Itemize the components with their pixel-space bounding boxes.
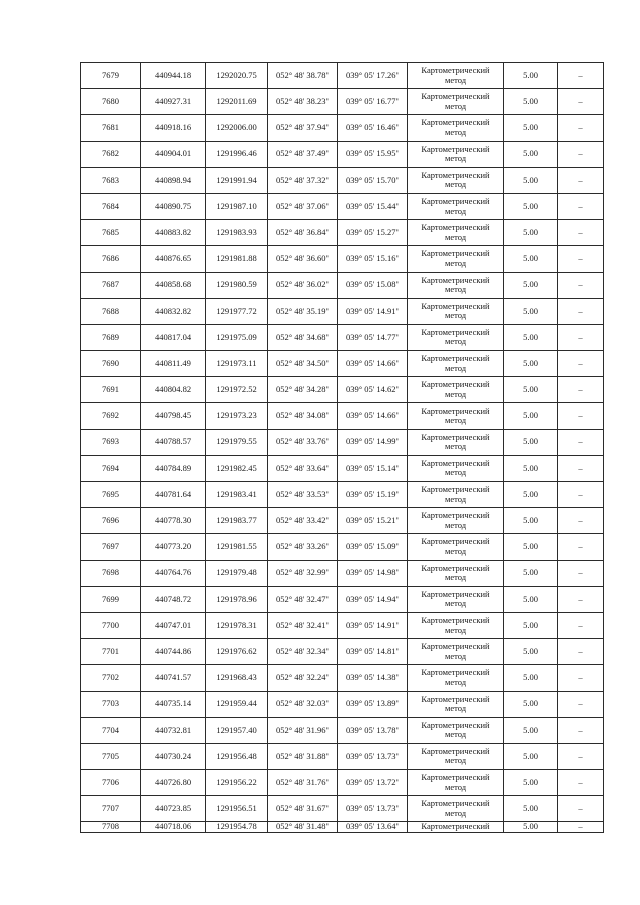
- x-coordinate-cell: 440927.31: [141, 89, 206, 115]
- method-cell: Картометрический метод: [408, 403, 504, 429]
- accuracy-cell: 5.00: [504, 717, 558, 743]
- latitude-cell: 052° 48' 35.19": [268, 298, 338, 324]
- y-coordinate-cell: 1292011.69: [206, 89, 268, 115]
- latitude-cell: 052° 48' 31.96": [268, 717, 338, 743]
- x-coordinate-cell: 440944.18: [141, 63, 206, 89]
- point-number-cell: 7701: [81, 639, 141, 665]
- table-row: [81, 351, 604, 377]
- table-row: [81, 586, 604, 612]
- method-cell: Картометрический метод: [408, 717, 504, 743]
- point-number-cell: 7682: [81, 141, 141, 167]
- note-cell: –: [558, 639, 604, 665]
- note-cell: –: [558, 246, 604, 272]
- longitude-cell: 039° 05' 16.77": [338, 89, 408, 115]
- latitude-cell: 052° 48' 32.24": [268, 665, 338, 691]
- accuracy-cell: 5.00: [504, 665, 558, 691]
- point-number-cell: 7708: [81, 822, 141, 833]
- table-row: [81, 691, 604, 717]
- point-number-cell: 7684: [81, 193, 141, 219]
- longitude-cell: 039° 05' 14.94": [338, 586, 408, 612]
- table-row: [81, 743, 604, 769]
- point-number-cell: 7690: [81, 351, 141, 377]
- y-coordinate-cell: 1292020.75: [206, 63, 268, 89]
- point-number-cell: 7693: [81, 429, 141, 455]
- x-coordinate-cell: 440744.86: [141, 639, 206, 665]
- note-cell: –: [558, 220, 604, 246]
- point-number-cell: 7683: [81, 167, 141, 193]
- table-row: [81, 455, 604, 481]
- longitude-cell: 039° 05' 13.73": [338, 743, 408, 769]
- latitude-cell: 052° 48' 31.88": [268, 743, 338, 769]
- x-coordinate-cell: 440718.06: [141, 822, 206, 833]
- accuracy-cell: 5.00: [504, 612, 558, 638]
- note-cell: –: [558, 612, 604, 638]
- point-number-cell: 7704: [81, 717, 141, 743]
- x-coordinate-cell: 440804.82: [141, 377, 206, 403]
- latitude-cell: 052° 48' 31.48": [268, 822, 338, 833]
- method-cell: Картометрический метод: [408, 482, 504, 508]
- table-row: [81, 141, 604, 167]
- table-row: [81, 377, 604, 403]
- longitude-cell: 039° 05' 17.26": [338, 63, 408, 89]
- y-coordinate-cell: 1291981.88: [206, 246, 268, 272]
- point-number-cell: 7694: [81, 455, 141, 481]
- longitude-cell: 039° 05' 15.27": [338, 220, 408, 246]
- latitude-cell: 052° 48' 33.64": [268, 455, 338, 481]
- longitude-cell: 039° 05' 15.09": [338, 534, 408, 560]
- table-row: [81, 717, 604, 743]
- x-coordinate-cell: 440898.94: [141, 167, 206, 193]
- table-row: [81, 508, 604, 534]
- longitude-cell: 039° 05' 14.91": [338, 298, 408, 324]
- note-cell: –: [558, 429, 604, 455]
- note-cell: –: [558, 298, 604, 324]
- coordinates-table-body: [81, 63, 604, 833]
- point-number-cell: 7679: [81, 63, 141, 89]
- table-row: [81, 246, 604, 272]
- latitude-cell: 052° 48' 36.02": [268, 272, 338, 298]
- table-row: [81, 403, 604, 429]
- accuracy-cell: 5.00: [504, 429, 558, 455]
- point-number-cell: 7698: [81, 560, 141, 586]
- longitude-cell: 039° 05' 14.77": [338, 324, 408, 350]
- method-cell: Картометрический метод: [408, 586, 504, 612]
- longitude-cell: 039° 05' 13.73": [338, 796, 408, 822]
- y-coordinate-cell: 1291981.55: [206, 534, 268, 560]
- longitude-cell: 039° 05' 14.38": [338, 665, 408, 691]
- point-number-cell: 7695: [81, 482, 141, 508]
- accuracy-cell: 5.00: [504, 403, 558, 429]
- accuracy-cell: 5.00: [504, 560, 558, 586]
- accuracy-cell: 5.00: [504, 534, 558, 560]
- accuracy-cell: 5.00: [504, 743, 558, 769]
- method-cell: Картометрический метод: [408, 508, 504, 534]
- y-coordinate-cell: 1291973.11: [206, 351, 268, 377]
- note-cell: –: [558, 193, 604, 219]
- note-cell: –: [558, 482, 604, 508]
- x-coordinate-cell: 440788.57: [141, 429, 206, 455]
- latitude-cell: 052° 48' 38.23": [268, 89, 338, 115]
- x-coordinate-cell: 440904.01: [141, 141, 206, 167]
- method-cell: Картометрический метод: [408, 612, 504, 638]
- y-coordinate-cell: 1291979.55: [206, 429, 268, 455]
- note-cell: –: [558, 403, 604, 429]
- note-cell: –: [558, 272, 604, 298]
- x-coordinate-cell: 440858.68: [141, 272, 206, 298]
- method-cell: Картометрический метод: [408, 429, 504, 455]
- longitude-cell: 039° 05' 15.44": [338, 193, 408, 219]
- x-coordinate-cell: 440730.24: [141, 743, 206, 769]
- y-coordinate-cell: 1291956.51: [206, 796, 268, 822]
- accuracy-cell: 5.00: [504, 167, 558, 193]
- point-number-cell: 7697: [81, 534, 141, 560]
- point-number-cell: 7707: [81, 796, 141, 822]
- latitude-cell: 052° 48' 31.67": [268, 796, 338, 822]
- longitude-cell: 039° 05' 15.19": [338, 482, 408, 508]
- method-cell: Картометрический метод: [408, 141, 504, 167]
- longitude-cell: 039° 05' 13.64": [338, 822, 408, 833]
- point-number-cell: 7680: [81, 89, 141, 115]
- table-row: [81, 429, 604, 455]
- x-coordinate-cell: 440832.82: [141, 298, 206, 324]
- y-coordinate-cell: 1291972.52: [206, 377, 268, 403]
- table-row: [81, 560, 604, 586]
- table-row: [81, 639, 604, 665]
- y-coordinate-cell: 1291968.43: [206, 665, 268, 691]
- note-cell: –: [558, 141, 604, 167]
- accuracy-cell: 5.00: [504, 115, 558, 141]
- note-cell: –: [558, 665, 604, 691]
- x-coordinate-cell: 440883.82: [141, 220, 206, 246]
- longitude-cell: 039° 05' 13.89": [338, 691, 408, 717]
- longitude-cell: 039° 05' 15.14": [338, 455, 408, 481]
- accuracy-cell: 5.00: [504, 377, 558, 403]
- x-coordinate-cell: 440748.72: [141, 586, 206, 612]
- method-cell: Картометрический метод: [408, 89, 504, 115]
- latitude-cell: 052° 48' 33.76": [268, 429, 338, 455]
- method-cell: Картометрический метод: [408, 220, 504, 246]
- longitude-cell: 039° 05' 14.66": [338, 351, 408, 377]
- x-coordinate-cell: 440781.64: [141, 482, 206, 508]
- latitude-cell: 052° 48' 37.32": [268, 167, 338, 193]
- x-coordinate-cell: 440735.14: [141, 691, 206, 717]
- accuracy-cell: 5.00: [504, 455, 558, 481]
- method-cell: Картометрический: [408, 822, 504, 833]
- accuracy-cell: 5.00: [504, 63, 558, 89]
- y-coordinate-cell: 1291956.48: [206, 743, 268, 769]
- longitude-cell: 039° 05' 15.70": [338, 167, 408, 193]
- table-row: [81, 89, 604, 115]
- point-number-cell: 7685: [81, 220, 141, 246]
- point-number-cell: 7686: [81, 246, 141, 272]
- latitude-cell: 052° 48' 33.53": [268, 482, 338, 508]
- y-coordinate-cell: 1291976.62: [206, 639, 268, 665]
- longitude-cell: 039° 05' 16.46": [338, 115, 408, 141]
- accuracy-cell: 5.00: [504, 796, 558, 822]
- latitude-cell: 052° 48' 33.26": [268, 534, 338, 560]
- method-cell: Картометрический метод: [408, 324, 504, 350]
- y-coordinate-cell: 1291996.46: [206, 141, 268, 167]
- longitude-cell: 039° 05' 15.95": [338, 141, 408, 167]
- x-coordinate-cell: 440817.04: [141, 324, 206, 350]
- latitude-cell: 052° 48' 34.50": [268, 351, 338, 377]
- method-cell: Картометрический метод: [408, 743, 504, 769]
- table-row: [81, 193, 604, 219]
- method-cell: Картометрический метод: [408, 272, 504, 298]
- method-cell: Картометрический метод: [408, 63, 504, 89]
- accuracy-cell: 5.00: [504, 246, 558, 272]
- note-cell: –: [558, 586, 604, 612]
- method-cell: Картометрический метод: [408, 534, 504, 560]
- table-row: [81, 298, 604, 324]
- longitude-cell: 039° 05' 13.72": [338, 770, 408, 796]
- table-row: [81, 612, 604, 638]
- method-cell: Картометрический метод: [408, 639, 504, 665]
- accuracy-cell: 5.00: [504, 691, 558, 717]
- method-cell: Картометрический метод: [408, 115, 504, 141]
- note-cell: –: [558, 115, 604, 141]
- y-coordinate-cell: 1291991.94: [206, 167, 268, 193]
- longitude-cell: 039° 05' 15.08": [338, 272, 408, 298]
- point-number-cell: 7699: [81, 586, 141, 612]
- latitude-cell: 052° 48' 33.42": [268, 508, 338, 534]
- longitude-cell: 039° 05' 14.66": [338, 403, 408, 429]
- table-row: [81, 63, 604, 89]
- point-number-cell: 7691: [81, 377, 141, 403]
- y-coordinate-cell: 1291975.09: [206, 324, 268, 350]
- accuracy-cell: 5.00: [504, 586, 558, 612]
- latitude-cell: 052° 48' 37.49": [268, 141, 338, 167]
- table-row: [81, 822, 604, 833]
- note-cell: –: [558, 822, 604, 833]
- longitude-cell: 039° 05' 14.91": [338, 612, 408, 638]
- table-row: [81, 272, 604, 298]
- latitude-cell: 052° 48' 36.84": [268, 220, 338, 246]
- accuracy-cell: 5.00: [504, 141, 558, 167]
- point-number-cell: 7689: [81, 324, 141, 350]
- longitude-cell: 039° 05' 15.21": [338, 508, 408, 534]
- note-cell: –: [558, 63, 604, 89]
- table-row: [81, 324, 604, 350]
- accuracy-cell: 5.00: [504, 220, 558, 246]
- accuracy-cell: 5.00: [504, 351, 558, 377]
- note-cell: –: [558, 770, 604, 796]
- note-cell: –: [558, 743, 604, 769]
- accuracy-cell: 5.00: [504, 822, 558, 833]
- accuracy-cell: 5.00: [504, 193, 558, 219]
- point-number-cell: 7706: [81, 770, 141, 796]
- longitude-cell: 039° 05' 15.16": [338, 246, 408, 272]
- x-coordinate-cell: 440741.57: [141, 665, 206, 691]
- latitude-cell: 052° 48' 36.60": [268, 246, 338, 272]
- coordinates-table: [80, 62, 604, 833]
- x-coordinate-cell: 440764.76: [141, 560, 206, 586]
- accuracy-cell: 5.00: [504, 482, 558, 508]
- latitude-cell: 052° 48' 34.28": [268, 377, 338, 403]
- note-cell: –: [558, 167, 604, 193]
- table-row: [81, 482, 604, 508]
- y-coordinate-cell: 1291987.10: [206, 193, 268, 219]
- y-coordinate-cell: 1291956.22: [206, 770, 268, 796]
- table-row: [81, 167, 604, 193]
- note-cell: –: [558, 508, 604, 534]
- note-cell: –: [558, 377, 604, 403]
- note-cell: –: [558, 560, 604, 586]
- y-coordinate-cell: 1291954.78: [206, 822, 268, 833]
- longitude-cell: 039° 05' 14.99": [338, 429, 408, 455]
- method-cell: Картометрический метод: [408, 796, 504, 822]
- y-coordinate-cell: 1291983.93: [206, 220, 268, 246]
- accuracy-cell: 5.00: [504, 770, 558, 796]
- latitude-cell: 052° 48' 38.78": [268, 63, 338, 89]
- point-number-cell: 7696: [81, 508, 141, 534]
- point-number-cell: 7687: [81, 272, 141, 298]
- point-number-cell: 7692: [81, 403, 141, 429]
- table-row: [81, 220, 604, 246]
- latitude-cell: 052° 48' 32.03": [268, 691, 338, 717]
- table-row: [81, 534, 604, 560]
- x-coordinate-cell: 440890.75: [141, 193, 206, 219]
- x-coordinate-cell: 440778.30: [141, 508, 206, 534]
- note-cell: –: [558, 691, 604, 717]
- note-cell: –: [558, 717, 604, 743]
- note-cell: –: [558, 796, 604, 822]
- method-cell: Картометрический метод: [408, 770, 504, 796]
- note-cell: –: [558, 351, 604, 377]
- point-number-cell: 7688: [81, 298, 141, 324]
- accuracy-cell: 5.00: [504, 272, 558, 298]
- latitude-cell: 052° 48' 34.08": [268, 403, 338, 429]
- method-cell: Картометрический метод: [408, 167, 504, 193]
- note-cell: –: [558, 89, 604, 115]
- x-coordinate-cell: 440773.20: [141, 534, 206, 560]
- note-cell: –: [558, 324, 604, 350]
- method-cell: Картометрический метод: [408, 560, 504, 586]
- point-number-cell: 7681: [81, 115, 141, 141]
- longitude-cell: 039° 05' 14.62": [338, 377, 408, 403]
- note-cell: –: [558, 455, 604, 481]
- latitude-cell: 052° 48' 32.99": [268, 560, 338, 586]
- latitude-cell: 052° 48' 37.06": [268, 193, 338, 219]
- latitude-cell: 052° 48' 31.76": [268, 770, 338, 796]
- x-coordinate-cell: 440747.01: [141, 612, 206, 638]
- longitude-cell: 039° 05' 13.78": [338, 717, 408, 743]
- x-coordinate-cell: 440811.49: [141, 351, 206, 377]
- method-cell: Картометрический метод: [408, 665, 504, 691]
- table-row: [81, 115, 604, 141]
- y-coordinate-cell: 1291977.72: [206, 298, 268, 324]
- accuracy-cell: 5.00: [504, 324, 558, 350]
- accuracy-cell: 5.00: [504, 639, 558, 665]
- longitude-cell: 039° 05' 14.98": [338, 560, 408, 586]
- table-row: [81, 796, 604, 822]
- latitude-cell: 052° 48' 37.94": [268, 115, 338, 141]
- x-coordinate-cell: 440876.65: [141, 246, 206, 272]
- y-coordinate-cell: 1291983.77: [206, 508, 268, 534]
- latitude-cell: 052° 48' 32.34": [268, 639, 338, 665]
- x-coordinate-cell: 440732.81: [141, 717, 206, 743]
- y-coordinate-cell: 1291979.48: [206, 560, 268, 586]
- method-cell: Картометрический метод: [408, 455, 504, 481]
- y-coordinate-cell: 1291980.59: [206, 272, 268, 298]
- point-number-cell: 7703: [81, 691, 141, 717]
- x-coordinate-cell: 440723.85: [141, 796, 206, 822]
- accuracy-cell: 5.00: [504, 508, 558, 534]
- latitude-cell: 052° 48' 32.41": [268, 612, 338, 638]
- method-cell: Картометрический метод: [408, 691, 504, 717]
- y-coordinate-cell: 1291957.40: [206, 717, 268, 743]
- point-number-cell: 7705: [81, 743, 141, 769]
- method-cell: Картометрический метод: [408, 298, 504, 324]
- y-coordinate-cell: 1291973.23: [206, 403, 268, 429]
- point-number-cell: 7702: [81, 665, 141, 691]
- y-coordinate-cell: 1291978.31: [206, 612, 268, 638]
- method-cell: Картометрический метод: [408, 193, 504, 219]
- method-cell: Картометрический метод: [408, 246, 504, 272]
- accuracy-cell: 5.00: [504, 89, 558, 115]
- method-cell: Картометрический метод: [408, 351, 504, 377]
- latitude-cell: 052° 48' 32.47": [268, 586, 338, 612]
- longitude-cell: 039° 05' 14.81": [338, 639, 408, 665]
- y-coordinate-cell: 1292006.00: [206, 115, 268, 141]
- latitude-cell: 052° 48' 34.68": [268, 324, 338, 350]
- x-coordinate-cell: 440918.16: [141, 115, 206, 141]
- table-row: [81, 665, 604, 691]
- table-row: [81, 770, 604, 796]
- method-cell: Картометрический метод: [408, 377, 504, 403]
- y-coordinate-cell: 1291978.96: [206, 586, 268, 612]
- x-coordinate-cell: 440726.80: [141, 770, 206, 796]
- x-coordinate-cell: 440798.45: [141, 403, 206, 429]
- accuracy-cell: 5.00: [504, 298, 558, 324]
- note-cell: –: [558, 534, 604, 560]
- y-coordinate-cell: 1291959.44: [206, 691, 268, 717]
- y-coordinate-cell: 1291983.41: [206, 482, 268, 508]
- point-number-cell: 7700: [81, 612, 141, 638]
- y-coordinate-cell: 1291982.45: [206, 455, 268, 481]
- x-coordinate-cell: 440784.89: [141, 455, 206, 481]
